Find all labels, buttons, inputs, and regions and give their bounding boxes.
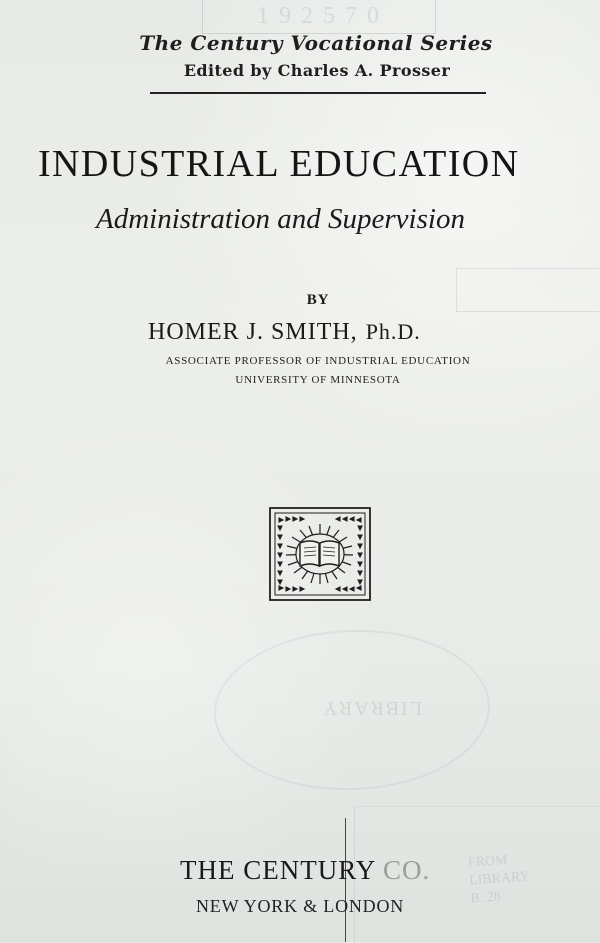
series-editor-line: Edited by Charles A. Prosser: [183, 61, 451, 80]
show-through-bottom-text: FROM LIBRARY B. 28: [467, 852, 531, 907]
by-label: BY: [306, 292, 330, 308]
publisher-name: [180, 855, 460, 885]
series-title: The Century Vocational Series: [139, 31, 493, 55]
publisher-name-suffix: CO.: [383, 855, 431, 885]
show-through-stamp-oval: [211, 625, 492, 795]
book-subtitle: Administration and Supervision: [96, 203, 465, 235]
publisher-place: NEW YORK & LONDON: [196, 896, 405, 916]
author-affiliation-university: UNIVERSITY OF MINNESOTA: [235, 374, 401, 386]
show-through-top-label: 1 9 2 5 7 0: [202, 0, 436, 34]
open-book-sunburst-emblem-icon: [268, 506, 372, 602]
author-degree: Ph.D.: [365, 319, 421, 344]
author-name: HOMER J. SMITH,: [148, 319, 358, 345]
author-affiliation-title: ASSOCIATE PROFESSOR OF INDUSTRIAL EDUCATION: [165, 355, 471, 367]
author-line: [148, 318, 508, 346]
publisher-name-main: THE CENTURY: [180, 855, 383, 885]
book-title: INDUSTRIAL EDUCATION: [38, 143, 520, 185]
show-through-stamp-text: LIBRARY: [321, 697, 422, 719]
header-rule: [150, 92, 486, 94]
